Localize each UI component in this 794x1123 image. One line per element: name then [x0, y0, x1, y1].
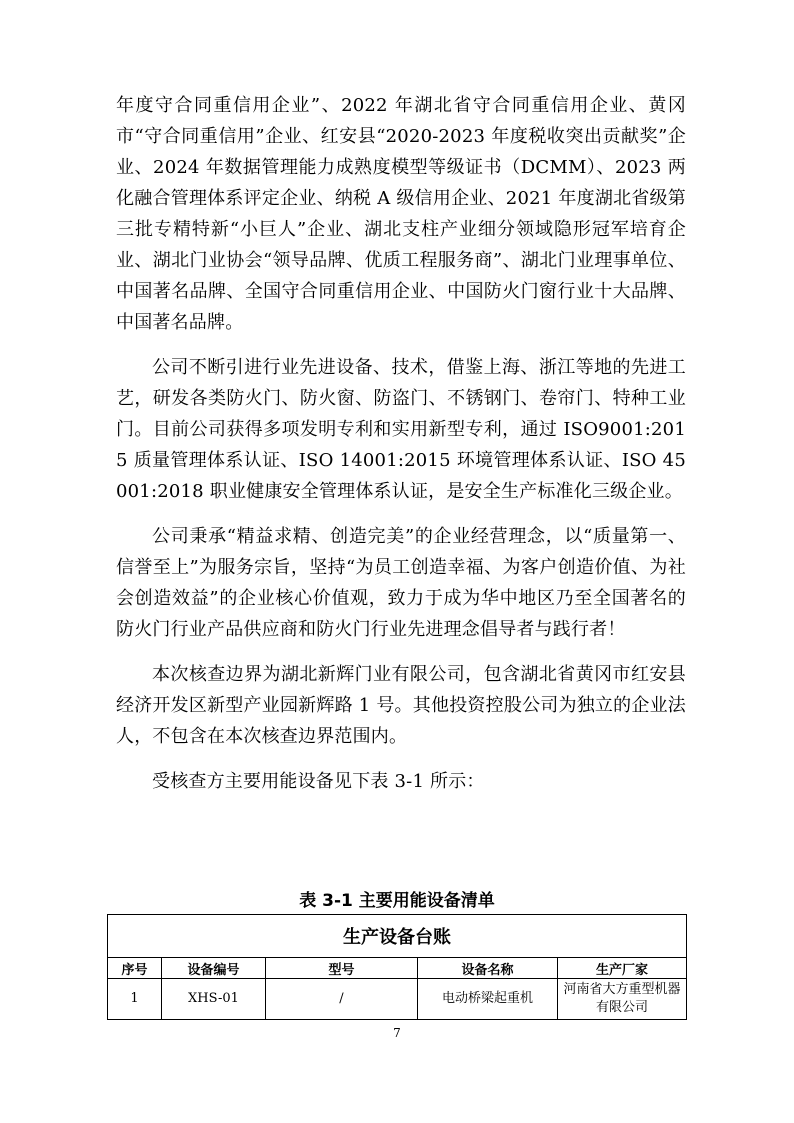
paragraph-technology: 公司不断引进行业先进设备、技术，借鉴上海、浙江等地的先进工艺，研发各类防火门、防火窗、防盗门、不锈钢门、卷帘门、特种工业门。目前公司获得多项发明专利和实用新型专利，通过 ISO9001:2015 质量管理体系认证、ISO 14001:2015 环境管理体系认证、ISO 45001:2018 职业健康安全管理体系认证，是安全生产标准化三级企业。	[116, 357, 686, 502]
cell-serial: 1	[108, 979, 162, 1020]
paragraph-philosophy: 公司秉承“精益求精、创造完美”的企业经营理念，以“质量第一、信誉至上”为服务宗旨，坚持“为员工创造幸福、为客户创造价值、为社会创造效益”的企业核心价值观，致力于成为华中地区乃至全国著名的防火门行业产品供应商和防火门行业先进理念倡导者与践行者！	[116, 526, 686, 640]
cell-equipment-code: XHS-01	[162, 979, 266, 1020]
paragraph-table-intro: 受核查方主要用能设备见下表 3-1 所示：	[152, 771, 485, 792]
header-manufacturer: 生产厂家	[558, 958, 687, 979]
table-header-row	[108, 958, 687, 979]
header-equipment-code: 设备编号	[162, 958, 266, 979]
page-number: 7	[393, 1026, 401, 1040]
paragraph-boundary: 本次核查边界为湖北新辉门业有限公司，包含湖北省黄冈市红安县经济开发区新型产业园新辉路 1 号。其他投资控股公司为独立的企业法人，不包含在本次核查边界范围内。	[116, 664, 686, 747]
cell-model: /	[266, 979, 418, 1020]
header-serial: 序号	[108, 958, 162, 979]
body-text	[116, 90, 686, 811]
cell-manufacturer: 河南省大方重型机器有限公司	[558, 979, 687, 1020]
equipment-table	[107, 914, 687, 1020]
table-row	[108, 979, 687, 1020]
header-equipment-name: 设备名称	[418, 958, 558, 979]
table-caption: 表 3-1 主要用能设备清单	[299, 891, 495, 911]
cell-equipment-name: 电动桥梁起重机	[418, 979, 558, 1020]
header-model: 型号	[266, 958, 418, 979]
paragraph-honors: 年度守合同重信用企业”、2022 年湖北省守合同重信用企业、黄冈市“守合同重信用”企业、红安县“2020-2023 年度税收突出贡献奖”企业、2024 年数据管理能力成熟度模型等级证书（DCMM）、2023 两化融合管理体系评定企业、纳税 A 级信用企业、2021 年度湖北省级第三批专精特新“小巨人”企业、湖北支柱产业细分领域隐形冠军培育企业、湖北门业协会“领导品牌、优质工程服务商”、湖北门业理事单位、中国著名品牌、全国守合同重信用企业、中国防火门窗行业十大品牌、中国著名品牌。	[116, 95, 686, 333]
table-banner: 生产设备台账	[108, 915, 687, 958]
